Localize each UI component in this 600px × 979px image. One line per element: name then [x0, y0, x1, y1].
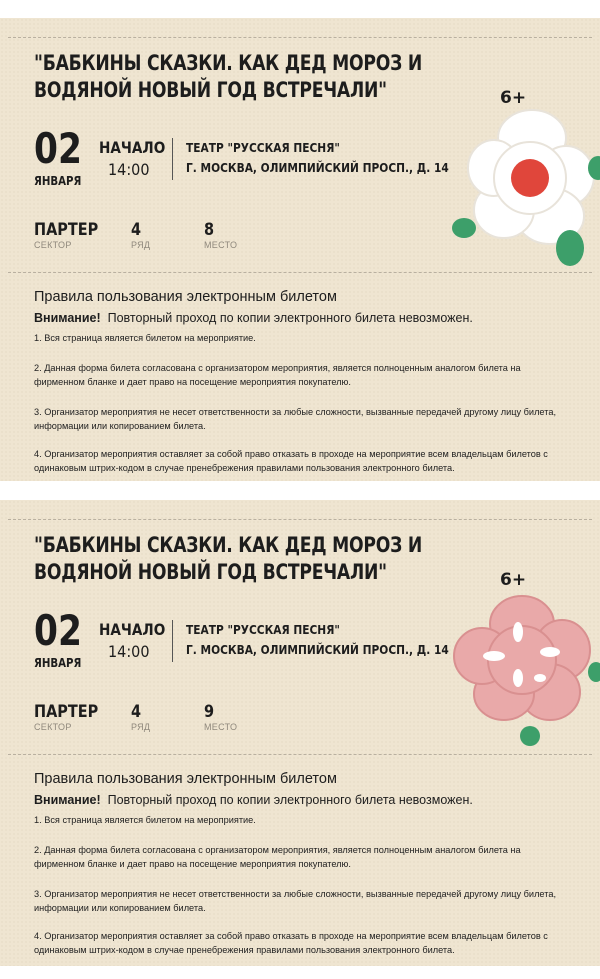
start-time: 14:00	[108, 642, 150, 661]
row-label: РЯД	[131, 722, 151, 732]
top-divider	[8, 519, 592, 520]
rule-item: 1. Вся страница является билетом на мероприятие.	[34, 333, 256, 343]
rule-item: 4. Организатор мероприятия оставляет за собой право отказать в проходе на мероприятие всем владельцам билетов с одинаковым штрих-кодом в случае пренебрежения правилами пользования электронного билета.	[34, 931, 548, 955]
ticket-1	[0, 18, 600, 481]
row-value: 4	[131, 702, 142, 722]
venue-divider	[172, 620, 173, 662]
ticket-2	[0, 500, 600, 966]
start-label: НАЧАЛО	[99, 138, 166, 157]
pink-flower-icon	[446, 588, 600, 748]
sector-label: СЕКТОР	[34, 240, 72, 250]
venue-address: Г. МОСКВА, ОЛИМПИЙСКИЙ ПРОСП., Д. 14	[186, 160, 449, 175]
seat-value: 8	[204, 220, 215, 240]
venue-info	[186, 138, 449, 178]
sector-label: СЕКТОР	[34, 722, 72, 732]
warning	[34, 793, 473, 807]
date-day: 02	[34, 606, 82, 655]
warning-label: Внимание!	[34, 311, 101, 325]
date-month: ЯНВАРЯ	[34, 174, 82, 188]
warning	[34, 311, 473, 325]
date-day: 02	[34, 124, 82, 173]
age-rating: 6+	[500, 88, 527, 108]
venue-name: ТЕАТР "РУССКАЯ ПЕСНЯ"	[186, 140, 340, 155]
sector-value: ПАРТЕР	[34, 220, 99, 240]
seat-label: МЕСТО	[204, 240, 238, 250]
venue-divider	[172, 138, 173, 180]
warning-text: Повторный проход по копии электронного билета невозможен.	[107, 793, 473, 807]
rule-item: 2. Данная форма билета согласована с организатором мероприятия, является полноценным аналогом билета на фирменном бланке и дает право на посещение мероприятия покупателю.	[34, 363, 521, 387]
row-value: 4	[131, 220, 142, 240]
start-time: 14:00	[108, 160, 150, 179]
seat-value: 9	[204, 702, 215, 722]
rule-item: 4. Организатор мероприятия оставляет за собой право отказать в проходе на мероприятие всем владельцам билетов с одинаковым штрих-кодом в случае пренебрежения правилами пользования электронного билета.	[34, 449, 548, 473]
warning-text: Повторный проход по копии электронного билета невозможен.	[107, 311, 473, 325]
top-divider	[8, 37, 592, 38]
venue-info	[186, 620, 449, 660]
seat-label: МЕСТО	[204, 722, 238, 732]
rule-item: 3. Организатор мероприятия не несет ответственности за любые сложности, вызванные передачей другому лицу билета, информации или копированием билета.	[34, 407, 556, 431]
date-month: ЯНВАРЯ	[34, 656, 82, 670]
age-rating: 6+	[500, 570, 527, 590]
rules-divider	[8, 272, 592, 273]
sector-value: ПАРТЕР	[34, 702, 99, 722]
rule-item: 1. Вся страница является билетом на мероприятие.	[34, 815, 256, 825]
venue-name: ТЕАТР "РУССКАЯ ПЕСНЯ"	[186, 622, 340, 637]
warning-label: Внимание!	[34, 793, 101, 807]
event-title: "БАБКИНЫ СКАЗКИ. КАК ДЕД МОРОЗ И ВОДЯНОЙ НОВЫЙ ГОД ВСТРЕЧАЛИ"	[34, 533, 423, 585]
event-title: "БАБКИНЫ СКАЗКИ. КАК ДЕД МОРОЗ И ВОДЯНОЙ НОВЫЙ ГОД ВСТРЕЧАЛИ"	[34, 51, 423, 103]
rule-item: 3. Организатор мероприятия не несет ответственности за любые сложности, вызванные передачей другому лицу билета, информации или копированием билета.	[34, 889, 556, 913]
rules-title: Правила пользования электронным билетом	[34, 771, 337, 787]
rule-item: 2. Данная форма билета согласована с организатором мероприятия, является полноценным аналогом билета на фирменном бланке и дает право на посещение мероприятия покупателю.	[34, 845, 521, 869]
start-label: НАЧАЛО	[99, 620, 166, 639]
row-label: РЯД	[131, 240, 151, 250]
rules-title: Правила пользования электронным билетом	[34, 289, 337, 305]
venue-address: Г. МОСКВА, ОЛИМПИЙСКИЙ ПРОСП., Д. 14	[186, 642, 449, 657]
white-flower-icon	[446, 106, 600, 266]
rules-divider	[8, 754, 592, 755]
